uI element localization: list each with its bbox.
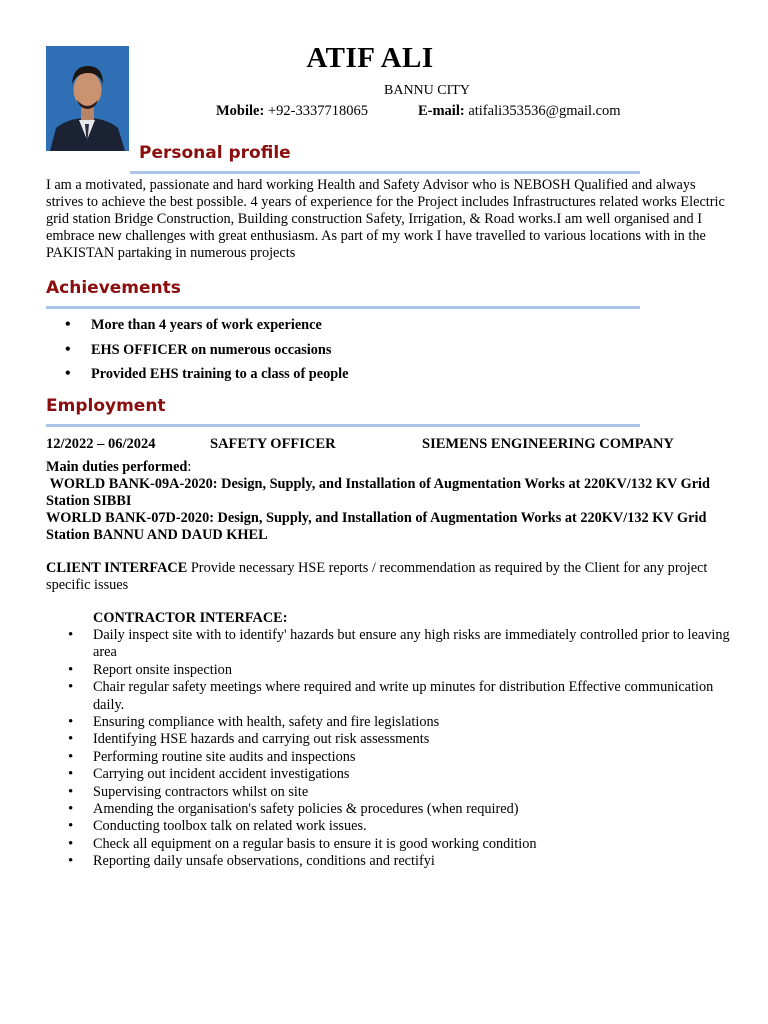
section-title-achievements: Achievements [46, 278, 181, 298]
achievements-list [46, 316, 349, 390]
list-item: • Provided EHS training to a class of people [46, 365, 349, 390]
list-item: • Carrying out incident accident investigations [46, 766, 736, 783]
section-title-profile: Personal profile [139, 143, 291, 163]
section-divider [46, 306, 640, 309]
duties-list [46, 627, 736, 871]
list-item: • Amending the organisation's safety policies & procedures (when required) [46, 801, 736, 818]
section-divider [130, 171, 640, 174]
mobile-value: +92-3337718065 [267, 103, 368, 119]
list-item: • Chair regular safety meetings where required and write up minutes for distribution Effective communication daily. [46, 679, 736, 714]
project-description: WORLD BANK-07D-2020: Design, Supply, and Installation of Augmentation Works at 220KV/132 KV Grid Station BANNU AND DAUD KHEL [46, 510, 707, 543]
list-item: • Daily inspect site with to identify' hazards but ensure any high risks are immediately controlled prior to leaving area [46, 627, 736, 662]
client-interface-label: CLIENT INTERFACE [46, 560, 188, 576]
list-item: • Check all equipment on a regular basis to ensure it is good working condition [46, 836, 736, 853]
list-item: • Performing routine site audits and inspections [46, 749, 736, 766]
employment-dates: 12/2022 – 06/2024 [46, 436, 156, 452]
duties-heading [46, 459, 191, 476]
employment-company: SIEMENS ENGINEERING COMPANY [422, 436, 674, 452]
contractor-interface-label: CONTRACTOR INTERFACE: [93, 610, 288, 626]
duties-colon: : [187, 459, 192, 475]
candidate-city: BANNU CITY [384, 83, 470, 98]
list-item: • Supervising contractors whilst on site [46, 784, 736, 801]
client-interface-text: Provide necessary HSE reports / recommendation as required by the Client for any project specific issues [46, 560, 708, 593]
employment-position: SAFETY OFFICER [210, 436, 336, 452]
section-divider [46, 424, 640, 427]
email-value: atifali353536@gmail.com [468, 103, 621, 119]
list-item: • Reporting daily unsafe observations, conditions and rectifyi [46, 853, 736, 870]
project-description: WORLD BANK-09A-2020: Design, Supply, and Installation of Augmentation Works at 220KV/132 KV Grid Station SIBBI [46, 476, 714, 509]
email-label: E-mail: [417, 103, 465, 119]
duties-label: Main duties performed [46, 459, 188, 475]
list-item: • EHS OFFICER on numerous occasions [46, 341, 349, 366]
contact-line [216, 103, 621, 120]
profile-text: I am a motivated, passionate and hard working Health and Safety Advisor who is NEBOSH Qualified and always strives to achieve the best possible. 4 years of experience for the Project includes Infrastructures related works Electric grid station Bridge Construction, Building construction Safety, Irrigation, & Road works.I am well organised and I embrace new challenges with great enthusiasm. As part of my work I have travelled to various locations with in the PAKISTAN partaking in numerous projects [46, 177, 725, 261]
list-item: • Identifying HSE hazards and carrying out risk assessments [46, 731, 736, 748]
list-item: • Report onsite inspection [46, 662, 736, 679]
list-item: • More than 4 years of work experience [46, 316, 349, 341]
candidate-name: ATIF ALI [306, 42, 434, 74]
list-item: • Ensuring compliance with health, safety and fire legislations [46, 714, 736, 731]
list-item: • Conducting toolbox talk on related work issues. [46, 818, 736, 835]
client-interface [46, 560, 736, 594]
section-title-employment: Employment [46, 396, 166, 416]
mobile-label: Mobile: [216, 103, 265, 119]
